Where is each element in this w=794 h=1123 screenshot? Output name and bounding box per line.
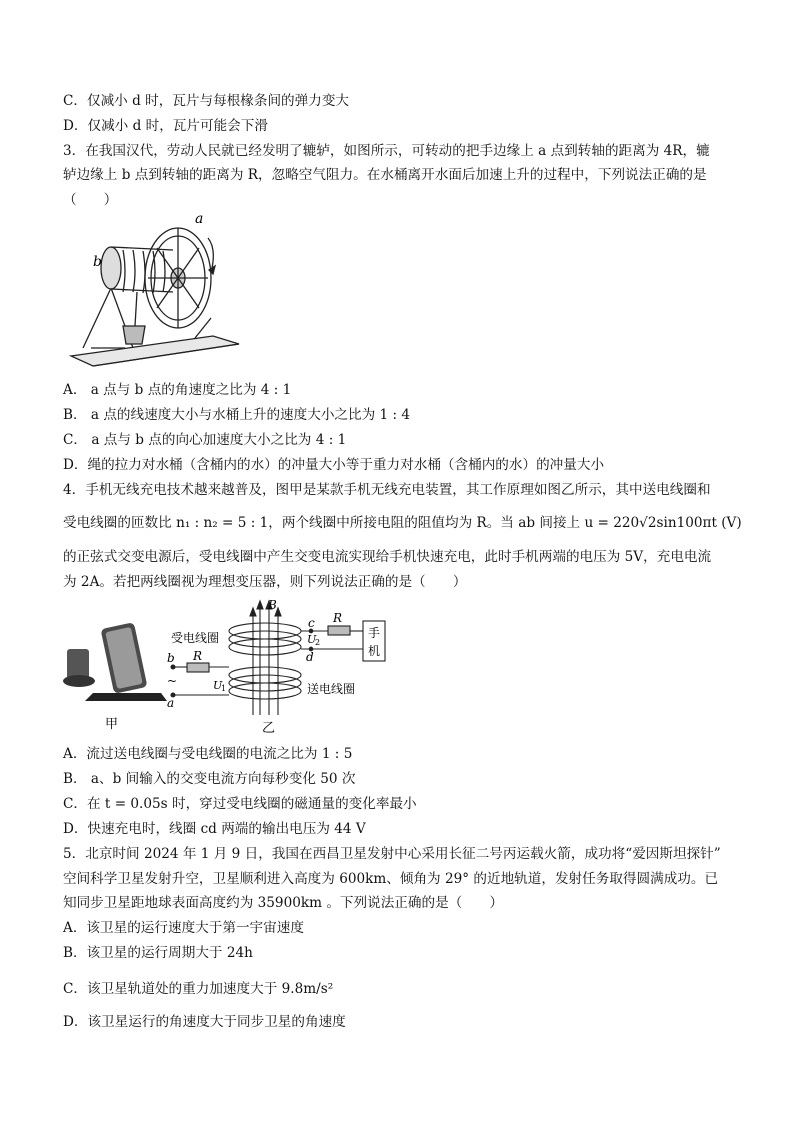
point-b-label: b [93,254,102,270]
phone-label-2: 机 [368,644,381,658]
option-4d: D．快速充电时，线圈 cd 两端的输出电压为 44 V [63,821,366,837]
voltage-U2-sub: 2 [315,638,321,647]
question-4-line3: 的正弦式交变电源后，受电线圈中产生交变电流实现给手机快速充电，此时手机两端的电压为 5V，充电电流 [63,549,712,565]
ac-source-symbol: ~ [167,674,178,688]
question-3-line1: 3．在我国汉代，劳动人民就已经发明了辘轳，如图所示，可转动的把手边缘上 a 点到转轴的距离为 4R，辘 [63,143,710,159]
voltage-U2-label: U [307,633,317,646]
question-4-line4: 为 2A。若把两线圈视为理想变压器，则下列说法正确的是（ ） [63,574,467,590]
option-3c-prev: C．仅减小 d 时，瓦片与每根椽条间的弹力变大 [63,93,350,109]
option-5c: C．该卫星轨道处的重力加速度大于 9.8m/s² [63,981,334,997]
option-3d: D．绳的拉力对水桶（含桶内的水）的冲量大小等于重力对水桶（含桶内的水）的冲量大小 [63,457,605,473]
option-4a: A．流过送电线圈与受电线圈的电流之比为 1 : 5 [63,746,353,762]
question-4-line2: 受电线圈的匝数比 n₁ : n₂ = 5 : 1，两个线圈中所接电阻的阻值均为 R。当 ab 间接上 u = 220√2sin100πt (V) [63,515,742,531]
option-5d: D．该卫星运行的角速度大于同步卫星的角速度 [63,1014,346,1030]
terminal-a-label: a [167,696,175,710]
question-3-line2: 轳边缘上 b 点到转轴的距离为 R，忽略空气阻力。在水桶离开水面后加速上升的过程中，下列说法正确的是 [63,167,707,183]
resistor-bottom-label: R [193,649,203,663]
point-a-label: a [195,211,204,227]
question-5-line3: 知同步卫星距地球表面高度约为 35900km 。下列说法正确的是（ ） [63,895,504,911]
charger-photo [63,622,167,701]
phone-label-1: 手 [368,626,381,640]
wireless-charging-figure [63,597,403,737]
question-5-line1: 5．北京时间 2024 年 1 月 9 日，我国在西昌卫星发射中心采用长征二号丙运载火箭，成功将“爱因斯坦探针” [63,846,721,862]
terminal-d-label: d [306,650,314,664]
caption-yi: 乙 [262,721,276,736]
option-3c: C． a 点与 b 点的向心加速度大小之比为 4 : 1 [63,432,347,448]
terminal-c-label: c [308,616,315,630]
send-coil-label: 送电线圈 [307,682,356,696]
terminal-b-label: b [167,651,175,665]
field-B-label: B [268,598,277,612]
caption-jia: 甲 [105,717,119,732]
option-5b: B．该卫星的运行周期大于 24h [63,945,253,961]
windlass-figure [63,208,243,370]
option-3a: A． a 点与 b 点的角速度之比为 4 : 1 [63,382,292,398]
option-4c: C．在 t = 0.05s 时，穿过受电线圈的磁通量的变化率最小 [63,796,417,812]
voltage-U1-sub: 1 [221,684,227,693]
option-4b: B． a、b 间输入的交变电流方向每秒变化 50 次 [63,771,356,787]
receive-coil-label: 受电线圈 [171,631,220,645]
option-5a: A．该卫星的运行速度大于第一宇宙速度 [63,920,304,936]
question-5-line2: 空间科学卫星发射升空，卫星顺利进入高度为 600km、倾角为 29° 的近地轨道，发射任务取得圆满成功。已 [63,871,719,887]
option-3b: B． a 点的线速度大小与水桶上升的速度大小之比为 1 : 4 [63,407,411,423]
question-4-line1: 4．手机无线充电技术越来越普及，图甲是某款手机无线充电装置，其工作原理如图乙所示，其中送电线圈和 [63,482,711,498]
question-3-blank: （ ） [63,192,118,208]
voltage-U1-label: U [213,679,223,692]
resistor-top-label: R [333,611,343,625]
option-3d-prev: D．仅减小 d 时，瓦片可能会下滑 [63,118,268,134]
